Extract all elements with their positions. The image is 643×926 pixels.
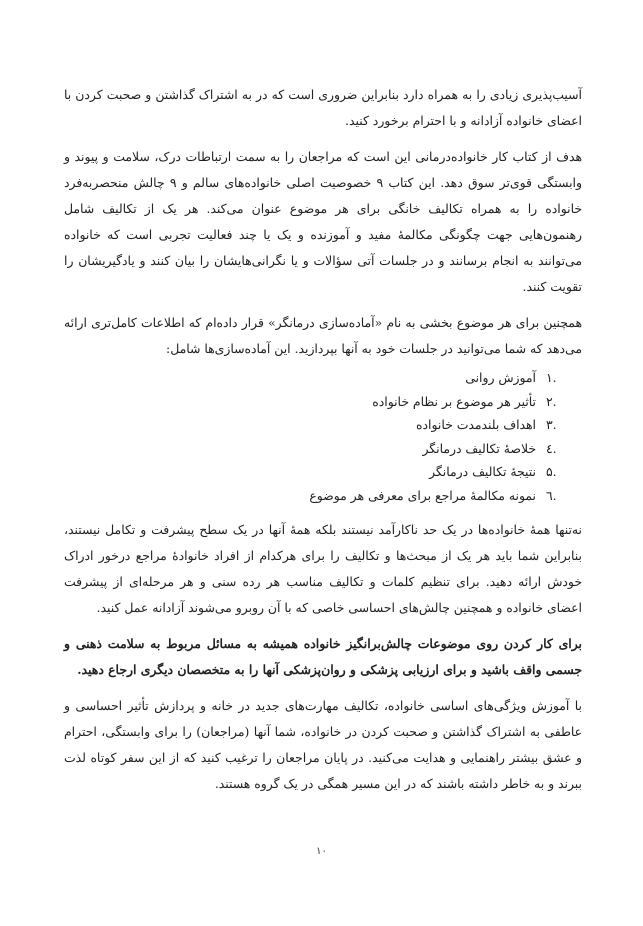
paragraph-5-bold: برای کار کردن روی موضوعات چالش‌برانگیز خانواده همیشه به مسائل مربوط به سلامت ذهنی و جسمی واقف باشید و برای ارزیابی پزشکی و روان‌پزشکی آنها را به متخصصان دیگری ارجاع دهید. [64,636,582,677]
list-item [64,390,560,414]
list-item [64,484,560,508]
paragraph-6: با آموزش ویژگی‌های اساسی خانواده، تکالیف مهارت‌های جدید در خانه و پردازش تأثیر احساسی و عاطفی به اشتراک گذاشتن و صحبت کردن در خانواده، شما آنها (مراجعان) را برای وابستگی، احترام و عشق بیشتر راهنمایی و هدایت می‌کنید. در پایان مراجعان را ترغیب کنید که از این سفر کوتاه لذت ببرند و به خاطر داشته باشند که در این مسیر همگی در یک گروه هستند. [64,698,582,791]
list-item-number: .۳ [546,417,557,432]
list-item [64,460,560,484]
list-item [64,366,560,390]
list-item-text: آموزش روانی [465,370,536,385]
page-number: ۱۰ [316,846,327,857]
paragraph-3-intro: همچنین برای هر موضوع بخشی به نام «آماده‌سازی درمانگر» قرار داده‌ام که اطلاعات کامل‌تری ارائه می‌دهد که شما می‌توانید در جلسات خود به آنها بپردازید. این آماده‌سازی‌ها شامل: [64,315,582,356]
list-item-text: نمونه مکالمهٔ مراجع برای معرفی هر موضوع [309,487,536,503]
list-item-number: .۲ [546,393,557,409]
list-item-number: .٦ [546,487,557,503]
list-item [64,437,560,461]
paragraph-4: نه‌تنها همهٔ خانواده‌ها در یک حد ناکارآمد نیستند بلکه همهٔ آنها در یک سطح پیشرفت و تکامل نیستند، بنابراین شما باید هر یک از مبحث‌ها و تکالیف را برای هرکدام از افراد خانوادهٔ مراجع درخور ادراک خودش ارائه دهید. برای تنظیم کلمات و تکالیف مناسب هر رده سنی و هر مرحله‌ای از پیشرفت اعضای خانواده و همچنین چالش‌های احساسی خاصی که با آن روبرو می‌شوند آزادانه عمل کنید. [64,522,582,615]
list-item-text: تأثیر هر موضوع بر نظام خانواده [372,393,536,409]
paragraph-2: هدف از کتاب کار خانواده‌درمانی این است که مراجعان را به سمت ارتباطات درک، سلامت و پیوند و وابستگی قوی‌تر سوق دهد. این کتاب ۹ خصوصیت اصلی خانواده‌های سالم و ۹ چالش منحصربه‌فرد خانواده را به همراه تکالیف خانگی برای هر موضوع عنوان می‌کند. هر یک از تکالیف شامل رهنمون‌هایی جهت چگونگی مکالمهٔ مفید و آموزنده و یک یا چند فعالیت تجربی است که خانواده می‌توانند به انجام برسانند و در جلسات آتی سؤالات و یا نگرانی‌هایشان را بیان کنند و یادگیریشان را تقویت کنند. [64,149,582,294]
list-item-number: .۱ [546,370,557,385]
list-item [64,413,560,437]
list-item-text: خلاصهٔ تکالیف درمانگر [422,440,536,456]
paragraph-1: آسیب‌پذیری زیادی را به همراه دارد بنابراین ضروری است که در به اشتراک گذاشتن و صحبت کردن با اعضای خانواده آزادانه و با احترام برخورد کنید. [64,87,582,128]
list-item-number: .۵ [546,464,557,479]
preparation-list [64,366,582,507]
list-item-number: .٤ [546,440,557,456]
page-body [64,82,582,807]
list-item-text: اهداف بلندمدت خانواده [416,417,536,432]
list-item-text: نتیجهٔ تکالیف درمانگر [429,464,536,479]
